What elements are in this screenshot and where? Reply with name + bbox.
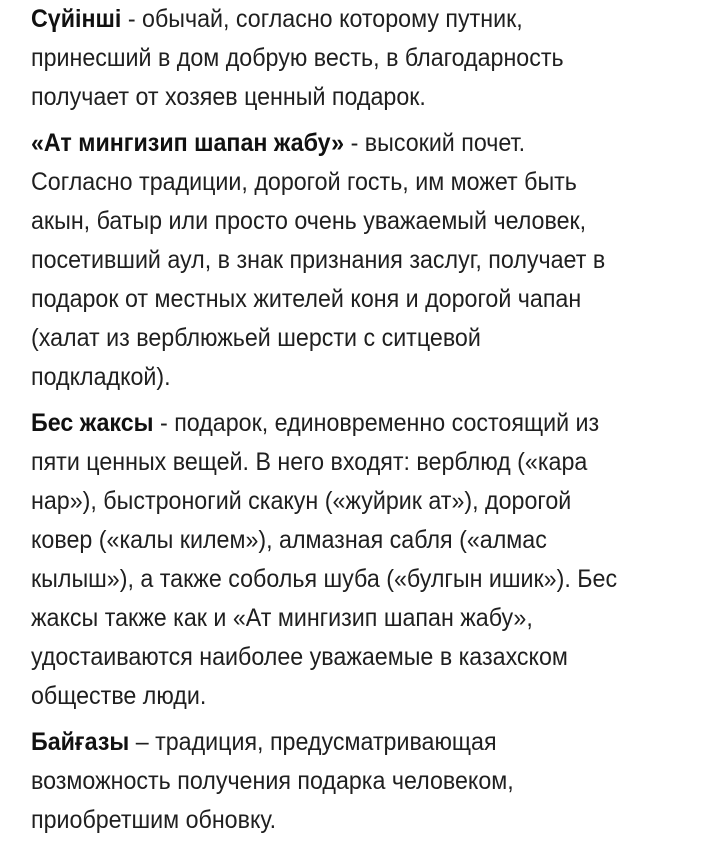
text-line: обществе люди. (31, 682, 207, 710)
term-suyinshi: Сүйінші (31, 5, 122, 33)
term-at-mingizip: «Ат мингизип шапан жабу» (31, 129, 345, 157)
text-line: пяти ценных вещей. В него входят: верблюд («кара (31, 448, 588, 476)
text-line: посетивший аул, в знак признания заслуг, получает в (31, 246, 606, 274)
text-line (31, 124, 663, 163)
text-line: Согласно традиции, дорогой гость, им может быть (31, 168, 577, 196)
term-bes-zhaksy: Бес жаксы (31, 409, 154, 437)
paragraph-at-mingizip (31, 124, 663, 397)
definition-start: - подарок, единовременно состоящий из (153, 409, 600, 437)
text-line: акын, батыр или просто очень уважаемый человек, (31, 207, 587, 235)
text-line: получает от хозяев ценный подарок. (31, 83, 426, 111)
paragraph-bes-zhaksy (31, 404, 663, 716)
paragraph-baigazy (31, 723, 663, 840)
text-line: возможность получения подарка человеком, (31, 767, 514, 795)
text-line: (халат из верблюжьей шерсти с ситцевой (31, 324, 481, 352)
text-line: ковер («калы килем»), алмазная сабля («алмас (31, 526, 547, 554)
text-line: нар»), быстроногий скакун («жуйрик ат»), дорогой (31, 487, 572, 515)
document-body (31, 0, 663, 840)
text-line (31, 723, 663, 762)
text-line: принесший в дом добрую весть, в благодарность (31, 44, 564, 72)
definition-start: - обычай, согласно которому путник, (121, 5, 523, 33)
text-line: приобретшим обновку. (31, 806, 277, 834)
definition-start: - высокий почет. (344, 129, 526, 157)
text-line (31, 0, 663, 39)
term-baigazy: Байғазы (31, 728, 130, 756)
text-line (31, 404, 663, 443)
text-line: подкладкой). (31, 363, 171, 391)
text-line: жаксы также как и «Ат мингизип шапан жабу», (31, 604, 533, 632)
definition-start: – традиция, предусматривающая (129, 728, 497, 756)
text-line: подарок от местных жителей коня и дорогой чапан (31, 285, 582, 313)
text-line: кылыш»), а также соболья шуба («булгын ишик»). Бес (31, 565, 618, 593)
paragraph-suyinshi (31, 0, 663, 117)
text-line: удостаиваются наиболее уважаемые в казахском (31, 643, 568, 671)
